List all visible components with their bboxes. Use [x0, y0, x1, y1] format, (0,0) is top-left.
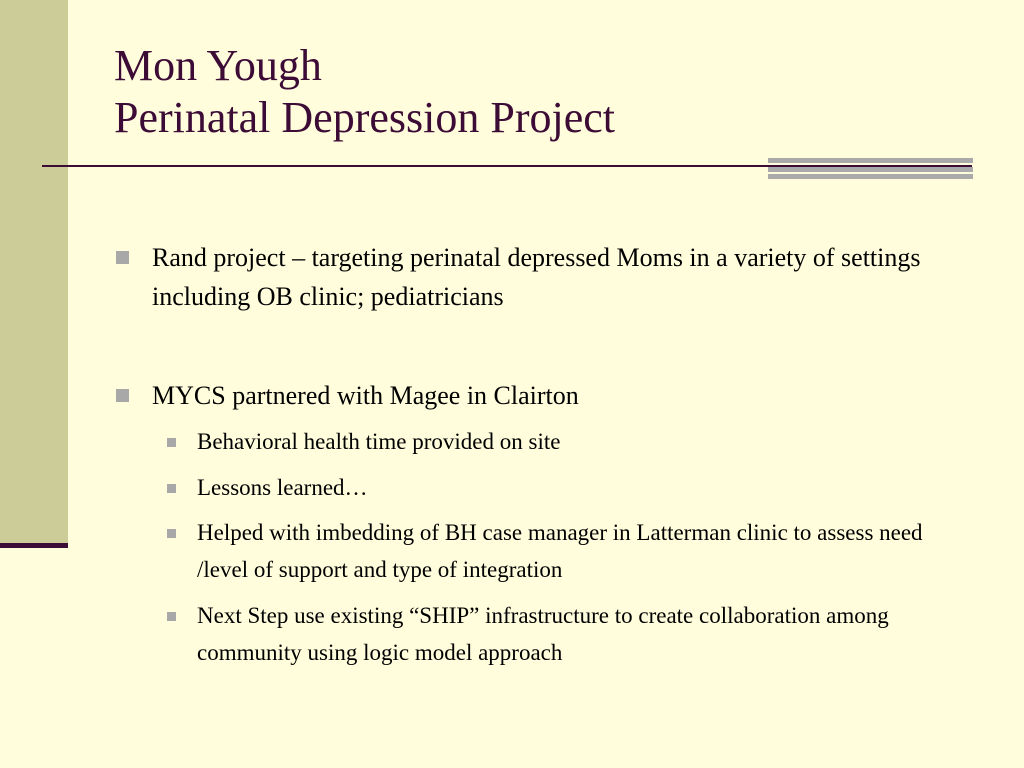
square-bullet-icon — [167, 529, 176, 538]
slide-title-line-2: Perinatal Depression Project — [114, 93, 615, 142]
square-bullet-icon — [116, 251, 129, 264]
title-decoration-bar — [768, 167, 973, 172]
left-accent-bar — [0, 0, 68, 545]
slide-title — [114, 40, 615, 144]
square-bullet-icon — [167, 484, 176, 493]
sub-bullet-text: Lessons learned… — [197, 475, 368, 500]
square-bullet-icon — [116, 389, 129, 402]
left-accent-bar-underline — [0, 543, 68, 548]
square-bullet-icon — [167, 438, 176, 447]
bullet-text: Rand project – targeting perinatal depressed Moms in a variety of settings including OB clinic; pediatricians — [152, 243, 921, 311]
bullet-text: MYCS partnered with Magee in Clairton — [152, 381, 579, 410]
slide-title-line-1: Mon Yough — [114, 41, 322, 90]
sub-bullet-text: Next Step use existing “SHIP” infrastructure to create collaboration among community using logic model approach — [197, 603, 889, 665]
sub-bullet-text: Behavioral health time provided on site — [197, 429, 561, 454]
square-bullet-icon — [167, 612, 176, 621]
sub-bullet-text: Helped with imbedding of BH case manager in Latterman clinic to assess need /level of support and type of integration — [197, 520, 923, 582]
title-decoration-bar — [768, 158, 973, 163]
title-decoration-bar — [768, 174, 973, 179]
